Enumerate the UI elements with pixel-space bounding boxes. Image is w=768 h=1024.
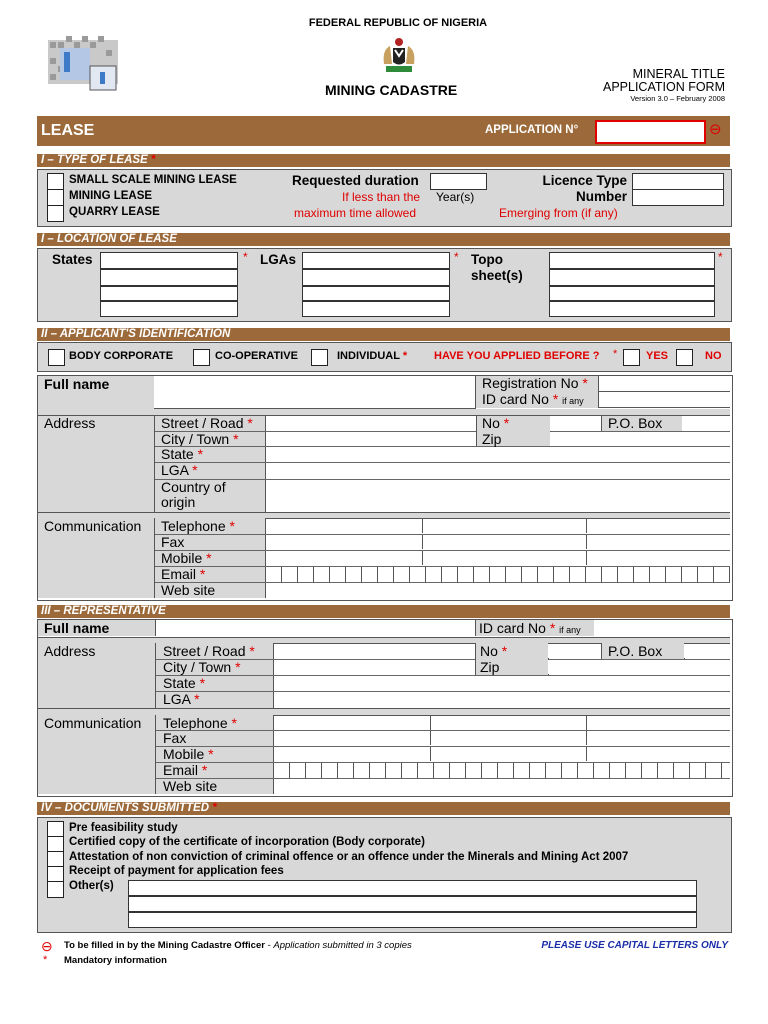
applied-yes-checkbox[interactable] — [623, 349, 640, 366]
doc-checkbox-5[interactable] — [47, 881, 64, 898]
topo-input-2[interactable] — [549, 269, 715, 286]
applied-no-label: NO — [705, 350, 722, 362]
other-doc-input-1[interactable] — [128, 880, 697, 896]
topo-input-4[interactable] — [549, 301, 715, 317]
rep-no-label: No * — [480, 643, 508, 659]
state-input[interactable] — [266, 447, 729, 461]
applied-no-checkbox[interactable] — [676, 349, 693, 366]
other-doc-input-2[interactable] — [128, 896, 697, 912]
email-char-grid[interactable] — [266, 567, 730, 582]
rep-full-name-input[interactable] — [156, 620, 474, 636]
individual-label: INDIVIDUAL * — [337, 350, 408, 362]
lga-label: LGA * — [161, 462, 198, 478]
zip-label: Zip — [482, 431, 502, 447]
country-label-2: origin — [161, 494, 196, 510]
small-scale-checkbox[interactable] — [47, 173, 64, 190]
mandatory-asterisk: * — [43, 954, 48, 966]
republic-title: FEDERAL REPUBLIC OF NIGERIA — [308, 17, 488, 29]
form-title-line1: MINERAL TITLE — [632, 67, 725, 81]
country-input[interactable] — [266, 480, 729, 511]
licence-type-label: Licence Type — [542, 173, 627, 188]
option-quarry-lease: QUARRY LEASE — [69, 206, 160, 218]
lgas-input-4[interactable] — [302, 301, 450, 317]
telephone-input-1[interactable] — [266, 519, 423, 533]
rep-street-input[interactable] — [274, 644, 474, 658]
rep-id-card-input[interactable] — [594, 620, 729, 636]
states-asterisk: * — [243, 250, 248, 264]
street-label: Street / Road * — [161, 415, 253, 431]
applied-before-label: HAVE YOU APPLIED BEFORE ? — [434, 350, 600, 362]
licence-number-input[interactable] — [632, 189, 724, 206]
rep-street-label: Street / Road * — [163, 643, 255, 659]
rep-city-label: City / Town * — [163, 659, 241, 675]
topo-label-2: sheet(s) — [471, 268, 523, 283]
option-mining-lease: MINING LEASE — [69, 190, 153, 202]
doc-item-4: Receipt of payment for application fees — [69, 865, 284, 877]
doc-item-1: Pre feasibility study — [69, 822, 178, 834]
no-input[interactable] — [550, 416, 600, 431]
lgas-label: LGAs — [260, 252, 297, 267]
states-input-1[interactable] — [100, 252, 238, 269]
rep-full-name-label: Full name — [44, 620, 110, 636]
po-box-input[interactable] — [682, 416, 729, 431]
rep-po-box-label: P.O. Box — [608, 643, 663, 659]
rep-no-input[interactable] — [548, 644, 600, 658]
street-input[interactable] — [266, 416, 475, 431]
topo-input-1[interactable] — [549, 252, 715, 269]
telephone-input-3[interactable] — [587, 519, 729, 533]
telephone-input-2[interactable] — [423, 519, 587, 533]
rep-mobile-input-2[interactable] — [431, 747, 587, 761]
states-input-4[interactable] — [100, 301, 238, 317]
rep-city-input[interactable] — [274, 660, 474, 674]
rep-address-label: Address — [44, 643, 96, 659]
form-title-line2: APPLICATION FORM — [602, 80, 725, 94]
mobile-input-2[interactable] — [423, 551, 587, 565]
rep-po-box-input[interactable] — [684, 644, 729, 658]
section-type-bar: I – TYPE OF LEASE * — [37, 154, 730, 167]
topo-input-3[interactable] — [549, 286, 715, 301]
fax-input-1[interactable] — [266, 535, 423, 549]
rep-email-label: Email * — [163, 762, 208, 778]
registration-no-label: Registration No * — [482, 375, 588, 391]
rep-communication-label: Communication — [44, 715, 142, 731]
rep-zip-input[interactable] — [548, 660, 729, 674]
rep-fax-input-3[interactable] — [587, 731, 729, 745]
website-label: Web site — [161, 582, 216, 598]
doc-item-5: Other(s) — [69, 880, 114, 892]
city-label: City / Town * — [161, 431, 239, 447]
id-card-input[interactable] — [599, 392, 730, 408]
lgas-asterisk: * — [454, 250, 459, 264]
rep-state-label: State * — [163, 675, 206, 691]
po-box-label: P.O. Box — [608, 415, 663, 431]
rep-state-input[interactable] — [274, 676, 729, 690]
body-corporate-label: BODY CORPORATE — [69, 350, 174, 362]
lgas-input-1[interactable] — [302, 252, 450, 269]
officer-mark-icon: ⊖ — [709, 121, 722, 138]
rep-telephone-input-1[interactable] — [274, 716, 431, 730]
applied-yes-label: YES — [646, 350, 669, 362]
cadastre-logo-icon — [44, 32, 126, 94]
application-no-label: APPLICATION N° — [485, 124, 579, 136]
cooperative-checkbox[interactable] — [193, 349, 210, 366]
states-label: States — [52, 252, 93, 267]
officer-note: To be filled in by the Mining Cadastre Officer - Application submitted in 3 copies — [64, 940, 412, 951]
rep-telephone-input-2[interactable] — [431, 716, 587, 730]
rep-lga-input[interactable] — [274, 692, 729, 707]
agency-title: MINING CADASTRE — [325, 82, 458, 98]
individual-checkbox[interactable] — [311, 349, 328, 366]
state-label: State * — [161, 446, 204, 462]
mobile-input-1[interactable] — [266, 551, 423, 565]
mandatory-note: Mandatory information — [64, 955, 167, 966]
states-input-3[interactable] — [100, 286, 238, 301]
mining-lease-checkbox[interactable] — [47, 189, 64, 206]
rep-telephone-label: Telephone * — [163, 715, 237, 731]
rep-fax-input-1[interactable] — [274, 731, 431, 745]
doc-item-2: Certified copy of the certificate of incorporation (Body corporate) — [69, 836, 425, 848]
applied-before-asterisk: * — [613, 348, 618, 360]
telephone-label: Telephone * — [161, 518, 235, 534]
address-label: Address — [44, 415, 96, 431]
body-corporate-checkbox[interactable] — [48, 349, 65, 366]
email-label: Email * — [161, 566, 206, 582]
quarry-lease-checkbox[interactable] — [47, 205, 64, 222]
fax-input-2[interactable] — [423, 535, 587, 549]
duration-label: Requested duration — [292, 173, 419, 188]
other-doc-input-3[interactable] — [128, 912, 697, 928]
id-card-label: ID card No * if any — [482, 391, 584, 407]
rep-lga-label: LGA * — [163, 691, 200, 707]
form-version: Version 3.0 – February 2008 — [630, 94, 725, 103]
topo-label-1: Topo — [471, 252, 503, 267]
rep-telephone-input-3[interactable] — [587, 716, 729, 730]
section-location-bar: I – LOCATION OF LEASE — [37, 233, 730, 246]
section-applicant-bar: II – APPLICANT'S IDENTIFICATION — [37, 328, 730, 341]
rep-mobile-input-3[interactable] — [587, 747, 729, 761]
rep-fax-label: Fax — [163, 730, 187, 746]
application-no-input[interactable] — [595, 120, 706, 144]
rep-mobile-label: Mobile * — [163, 746, 214, 762]
city-input[interactable] — [266, 432, 475, 446]
rep-email-char-grid[interactable] — [274, 763, 730, 778]
cooperative-label: CO-OPERATIVE — [215, 350, 298, 362]
duration-note-1: If less than the — [342, 190, 421, 204]
full-name-input[interactable] — [154, 376, 476, 409]
rep-fax-input-2[interactable] — [431, 731, 587, 745]
section-docs-bar: IV – DOCUMENTS SUBMITTED * — [37, 802, 730, 815]
rep-website-label: Web site — [163, 778, 218, 794]
coat-of-arms-icon — [376, 36, 422, 76]
section-rep-bar: III – REPRESENTATIVE — [37, 605, 730, 618]
fax-input-3[interactable] — [587, 535, 729, 549]
option-small-scale: SMALL SCALE MINING LEASE — [69, 174, 237, 186]
cadastre-logo — [44, 32, 126, 94]
licence-note: Emerging from (if any) — [499, 206, 618, 220]
duration-input[interactable] — [430, 173, 487, 190]
capital-letters-note: PLEASE USE CAPITAL LETTERS ONLY — [541, 940, 728, 951]
rep-mobile-input-1[interactable] — [274, 747, 431, 761]
rep-id-card-label: ID card No * if any — [479, 620, 581, 636]
duration-note-2: maximum time allowed — [294, 206, 417, 220]
officer-note-icon: ⊖ — [41, 938, 53, 954]
registration-no-input[interactable] — [599, 376, 730, 392]
no-label: No * — [482, 415, 510, 431]
country-label-1: Country of — [161, 479, 226, 495]
licence-type-input[interactable] — [632, 173, 724, 190]
licence-number-label: Number — [575, 189, 627, 204]
full-name-label: Full name — [44, 376, 110, 392]
mobile-label: Mobile * — [161, 550, 212, 566]
mobile-input-3[interactable] — [587, 551, 729, 565]
doc-item-3: Attestation of non conviction of criminal offence or an offence under the Minerals and Mining Act 2007 — [69, 851, 629, 863]
lease-title: LEASE — [41, 122, 95, 139]
duration-unit: Year(s) — [436, 190, 475, 204]
rep-zip-label: Zip — [480, 659, 500, 675]
topo-asterisk: * — [718, 250, 723, 264]
lgas-input-3[interactable] — [302, 286, 450, 301]
fax-label: Fax — [161, 534, 185, 550]
zip-input[interactable] — [550, 432, 729, 446]
rep-website-input[interactable] — [274, 779, 729, 793]
states-input-2[interactable] — [100, 269, 238, 286]
communication-label: Communication — [44, 518, 142, 534]
lga-input[interactable] — [266, 463, 729, 478]
lgas-input-2[interactable] — [302, 269, 450, 286]
website-input[interactable] — [266, 583, 729, 597]
